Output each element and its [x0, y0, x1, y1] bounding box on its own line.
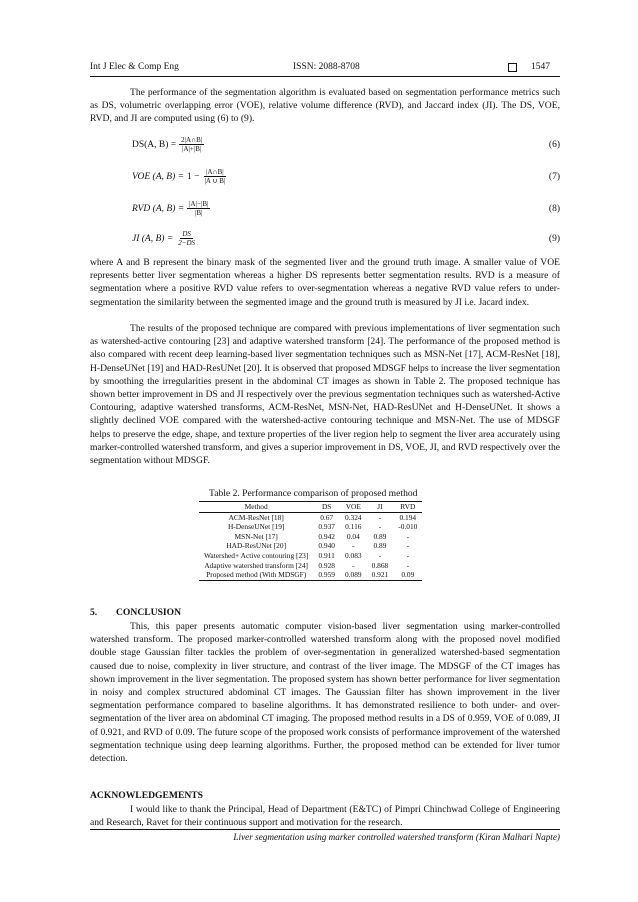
- running-footer: Liver segmentation using marker controlled watershed transform (Kiran Malhari Napte): [233, 832, 560, 842]
- col-header: RVD: [393, 502, 422, 513]
- table-cell: -: [406, 531, 410, 541]
- table-cell: MSN-Net [17]: [234, 531, 278, 541]
- footer-rule: [90, 829, 560, 830]
- table-cell: 0.959: [313, 570, 340, 580]
- table-cell: Watershed+ Active contouring [23]: [204, 550, 309, 560]
- table-cell: 0.921: [367, 570, 394, 580]
- equation-lhs: VOE (A, B) =: [132, 171, 185, 182]
- table-cell: -: [378, 512, 382, 522]
- table-cell: 0.911: [318, 550, 335, 560]
- table-row: [199, 551, 422, 561]
- section-heading-conclusion: [90, 607, 181, 618]
- table-row: [199, 570, 422, 580]
- table-cell: 0.194: [399, 512, 417, 522]
- table-cell: -: [406, 541, 410, 551]
- table-cell: Proposed method (With MDSGF): [199, 570, 313, 580]
- table-cell: 0.083: [344, 550, 362, 560]
- table-cell: 0.089: [340, 570, 367, 580]
- table-cell: HAD-ResUNet [20]: [226, 541, 287, 551]
- table-row: [199, 541, 422, 551]
- table-cell: -: [352, 541, 355, 551]
- table-cell: 0.89: [373, 541, 387, 551]
- conclusion-paragraph: This, this paper presents automatic computer vision-based liver segmentation using marker-controlled watershed transform. The proposed marker-controlled watershed transform along with the proposed novel modified double stage Gaussian filter tackles the problem of over-segmentation in generalized watershed-based segmentation caused due to noise, complexity in liver structure, and contrast of the liver image. The MDSGF of the CT images has shown improvement in the liver segmentation. The proposed system has shown better performance for liver segmentation in noisy and complex structured abdominal CT images. The Gaussian filter has shown improvement in the liver segmentation performance compared to baseline algorithms. It has demonstrated resilience to both under- and over-segmentation of the liver area on abdominal CT imaging. The proposed method results in a DS of 0.959, VOE of 0.089, JI of 0.921, and RVD of 0.09. The future scope of the proposed work consists of performance improvement of the watershed segmentation technique using deep learning algorithms. Further, the proposed method can be extended for liver tumor detection.: [90, 621, 560, 765]
- table-cell: 0.89: [373, 531, 387, 541]
- equation-fraction: $\frac{2|A\cap B|}{|A|+|B|}$: [181, 136, 203, 153]
- equation-6: [132, 136, 560, 153]
- table-cell: 0.324: [344, 512, 362, 522]
- section-heading-acknowledgements: ACKNOWLEDGEMENTS: [90, 790, 204, 801]
- equation-7: [132, 168, 560, 185]
- results-paragraph: The results of the proposed technique are compared with previous implementations of liver segmentation such as watershed-active contouring [23] and adaptive watershed transform [24]. The performance of the proposed method is also compared with recent deep learning-based liver segmentation techniques such as MSN-Net [17], ACM-ResNet [18], H-DenseUNet [19] and HAD-ResUNet [20]. It is observed that proposed MDSGF helps to increase the liver segmentation by smoothing the irregularities present in the abdominal CT images as shown in Table 2. The proposed technique has shown better improvement in DS and JI respectively over the previous segmentation techniques such as watershed-Active Contouring, adaptive watershed transforms, ACM-ResNet, MSN-Net, HAD-ResUNet and H-DenseUNet. It shows a slightly declined VOE compared with the watershed-active contouring technique and MSN-Net. The use of MDSGF helps to preserve the edge, shape, and texture properties of the liver region help to segment the liver area accurately using marker-controlled watershed transform, and gives a superior improvement in DS, VOE, JI, and RVD respectively over the segmentation without MDSGF.: [90, 323, 560, 467]
- table-cell: 0.67: [320, 512, 334, 522]
- header-rule: [90, 76, 560, 77]
- table-cell: 0.868: [371, 560, 389, 570]
- table-cell: -: [352, 560, 355, 570]
- equation-8: [132, 200, 560, 217]
- running-header: [90, 62, 550, 72]
- table-cell: -: [406, 550, 410, 560]
- equation-lhs: JI (A, B) =: [132, 233, 174, 244]
- journal-name: Int J Elec & Comp Eng: [90, 62, 179, 72]
- performance-table: [199, 501, 422, 581]
- table-cell: 0.04: [346, 531, 360, 541]
- table-row: [199, 532, 422, 542]
- equation-number: (6): [548, 139, 560, 150]
- table-cell: 0.937: [318, 522, 335, 532]
- header-right: [508, 62, 550, 72]
- equation-fraction: $\frac{|A|-|B|}{|B|}$: [189, 200, 209, 217]
- table-cell: 0.940: [318, 541, 335, 551]
- table-cell: 0.09: [393, 570, 422, 580]
- table-row: [199, 561, 422, 571]
- equation-prefix: 1 −: [187, 171, 200, 182]
- table-header-row: [199, 502, 422, 513]
- table-cell: H-DenseUNet [19]: [227, 522, 285, 532]
- section-number: 5.: [90, 607, 98, 618]
- table-cell: -: [378, 550, 382, 560]
- table-cell: Adaptive watershed transform [24]: [204, 560, 308, 570]
- definitions-paragraph: where A and B represent the binary mask of the segmented liver and the ground truth image. A smaller value of VOE represents better liver segmentation whereas a higher DS represents better segmentation results. RVD is a measure of segmentation where a positive RVD value refers to over-segmentation whereas a negative RVD value refers to under-segmentation the similarity between the segmented image and the ground truth is measured by JI i.e. Jacard index.: [90, 257, 560, 308]
- equation-number: (9): [548, 233, 560, 244]
- equation-fraction: $\frac{|A\cap B|}{|A \cup B|}$: [204, 168, 226, 185]
- table-cell: -: [378, 522, 382, 532]
- acknowledgements-paragraph: I would like to thank the Principal, Head of Department (E&TC) of Pimpri Chinchwad College of Engineering and Research, Ravet for their continuous support and motivation for the research.: [90, 804, 560, 829]
- table-cell: 0.116: [345, 522, 362, 532]
- table-row: [199, 522, 422, 532]
- col-header: Method: [199, 502, 313, 513]
- col-header: VOE: [340, 502, 367, 513]
- table-cell: -0.010: [398, 522, 418, 532]
- table-cell: ACM-ResNet [18]: [228, 512, 284, 522]
- equation-lhs: RVD (A, B) =: [132, 203, 185, 214]
- table-cell: 0.942: [318, 531, 335, 541]
- table-row: [199, 512, 422, 522]
- intro-paragraph: The performance of the segmentation algorithm is evaluated based on segmentation performance metrics such as DS, volumetric overlapping error (VOE), relative volume difference (RVD), and Jaccard index (JI). The DS, VOE, RVD, and JI are computed using (6) to (9).: [90, 87, 560, 125]
- equation-lhs: DS(A, B) =: [132, 139, 177, 150]
- section-title: CONCLUSION: [116, 607, 182, 618]
- col-header: DS: [313, 502, 340, 513]
- checkbox-icon: [508, 63, 517, 72]
- issn: ISSN: 2088-8708: [293, 62, 360, 72]
- equation-fraction: $\frac{DS}{2-DS}$: [178, 230, 196, 247]
- table-caption: Table 2. Performance comparison of proposed method: [209, 488, 418, 499]
- table-cell: -: [406, 560, 410, 570]
- col-header: JI: [367, 502, 394, 513]
- page-number: 1547: [531, 62, 550, 72]
- equation-9: [132, 230, 560, 247]
- equation-number: (8): [548, 203, 560, 214]
- table-cell: 0.928: [318, 560, 335, 570]
- equation-number: (7): [548, 171, 560, 182]
